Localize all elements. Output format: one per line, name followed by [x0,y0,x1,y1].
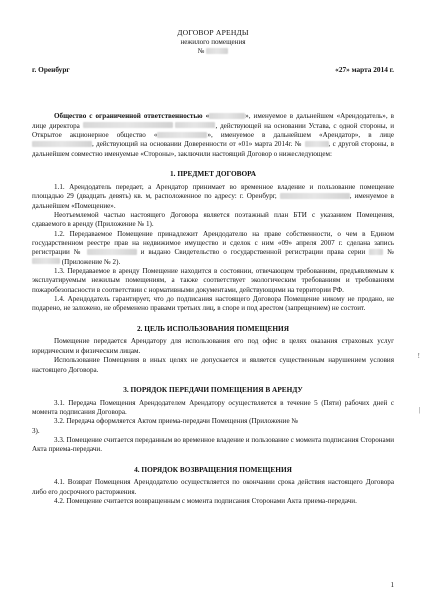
redacted-registration [87,249,137,255]
clause-4-1: 4.1. Возврат Помещения Арендодателю осуществляется по окончании срока действия настоящего Договора либо его досрочного расторжения. [32,478,394,496]
preamble-part-1: Общество с ограниченной ответственностью « [54,112,210,121]
number-prefix: № [197,47,205,56]
section-3-title: 3. ПОРЯДОК ПЕРЕДАЧИ ПОМЕЩЕНИЯ В АРЕНДУ [123,384,303,394]
preamble-part-4: », именуемое в дальнейшем «Арендатор», в лице [207,131,395,140]
redacted-director-2 [175,122,215,128]
preamble: Общество с ограниченной ответственностью « », именуемое в дальнейшем «Арендодатель», в лице директора , действующей на основании Устава, с одной стороны, и Открытое акционерное общество « », именуемое в дальнейшем «Арендатор», в лице , действующий на основании Доверенности от «01» марта 2014г. № , с другой стороны, в дальнейшем совместно именуемые «Стороны», заключили настоящий Договор о нижеследующем: [32,112,395,158]
document-number [32,47,394,56]
redacted-director [83,122,173,128]
margin-mark-2: | [418,406,420,414]
section-1-title: 1. ПРЕДМЕТ ДОГОВОРА [170,169,256,179]
document-subtitle: нежилого помещения [180,38,246,47]
preamble-part-6: , с другой стороны, в дальнейшем совместно именуемые «Стороны», заключили настоящий Договор о нижеследующем: [32,140,394,158]
redacted-company [209,113,245,119]
section-4-title: 4. ПОРЯДОК ВОЗВРАЩЕНИЯ ПОМЕЩЕНИЯ [134,464,292,474]
clause-2-1: Помещение передается Арендатору для использования его под офис в целях оказания страховых услуг юридическим и физическим лицам. [32,337,394,355]
clause-1-4: 1.4. Арендодатель гарантирует, что до подписания настоящего Договора Помещение никому не продано, не подарено, не заложено, не обременено правами третьих лиц, в споре и под арестом (запрещением) не состоит. [32,295,394,313]
section-2-title: 2. ЦЕЛЬ ИСПОЛЬЗОВАНИЯ ПОМЕЩЕНИЯ [136,323,289,333]
redacted-company-2 [157,132,207,138]
margin-mark: ! [417,352,420,360]
preamble-part-3: действующей на основании Устава, с одной стороны, и Открытое акционерное общество « [32,121,394,140]
redacted-power-of-attorney [305,141,329,147]
city-date-line [32,65,394,75]
redacted-number [206,48,228,54]
redacted-cert-number [32,258,60,264]
redacted-representative [32,141,92,147]
contract-date: «27» марта 2014 г. [335,64,394,74]
preamble-part-5: , действующий на основании Доверенности от «01» марта 2014г. № [92,140,303,149]
city: г. Оренбург [32,64,70,74]
clause-1-3: 1.3. Передаваемое в аренду Помещение находится в состоянии, отвечающем требованиям, предъявляемым к эксплуатируемым нежилым помещениям, а также соответствует экологическим требованиям и требованиям пожаробезопасности в соответствии с нормативными документами, действующими на территории РФ. [32,267,394,294]
clause-1-2: 1.2. Передаваемое Помещение принадлежит Арендодателю на праве собственности, о чем в Едином государственном реестре прав на недвижимое имущество и сделок с ним «09» апреля 2007 г. сделана запись регистрации № и выдано Свидетельство о государственной регистрации права серии № (Приложение № 2). [32,229,394,266]
clause-1-1: 1.1. Арендодатель передает, а Арендатор принимает во временное владение и пользование помещение площадью 29 (двадцать девять) кв. м, расположенное по адресу: г. Оренбург, , именуемое в дальнейшем «Помещение». [32,182,395,210]
clause-4-2: 4.2. Помещение считается возвращенным с момента подписания Сторонами Акта приема-передачи. [54,497,357,505]
clause-3-1: 3.1. Передача Помещения Арендодателем Арендатору осуществляется в течение 5 (Пяти) рабочих дней с момента подписания Договора. [32,398,394,416]
clause-3-2: 3.2. Передача оформляется Актом приема-передачи Помещения (Приложение № [54,417,299,426]
redacted-address [280,193,350,199]
document-title: ДОГОВОР АРЕНДЫ [177,28,249,37]
clause-1-1-appendix: Неотъемлемой частью настоящего Договора является поэтажный план БТИ с указанием Помещения, сдаваемого в аренду (Приложение № 1). [32,210,394,229]
clause-2-2: Использование Помещения в иных целях не допускается и является существенным нарушением условия настоящего Договора. [32,356,394,374]
preamble-part-2: », именуемое в дальнейшем «Арендодатель», в лице директора [32,112,395,130]
page-number: 1 [390,580,394,589]
clause-3-2-cont: 3). [32,426,40,435]
clause-3-3: 3.3. Помещение считается переданным во временное владение и пользование с момента подписания Сторонами Акта приема-передачи. [32,435,394,454]
redacted-series [369,249,383,255]
